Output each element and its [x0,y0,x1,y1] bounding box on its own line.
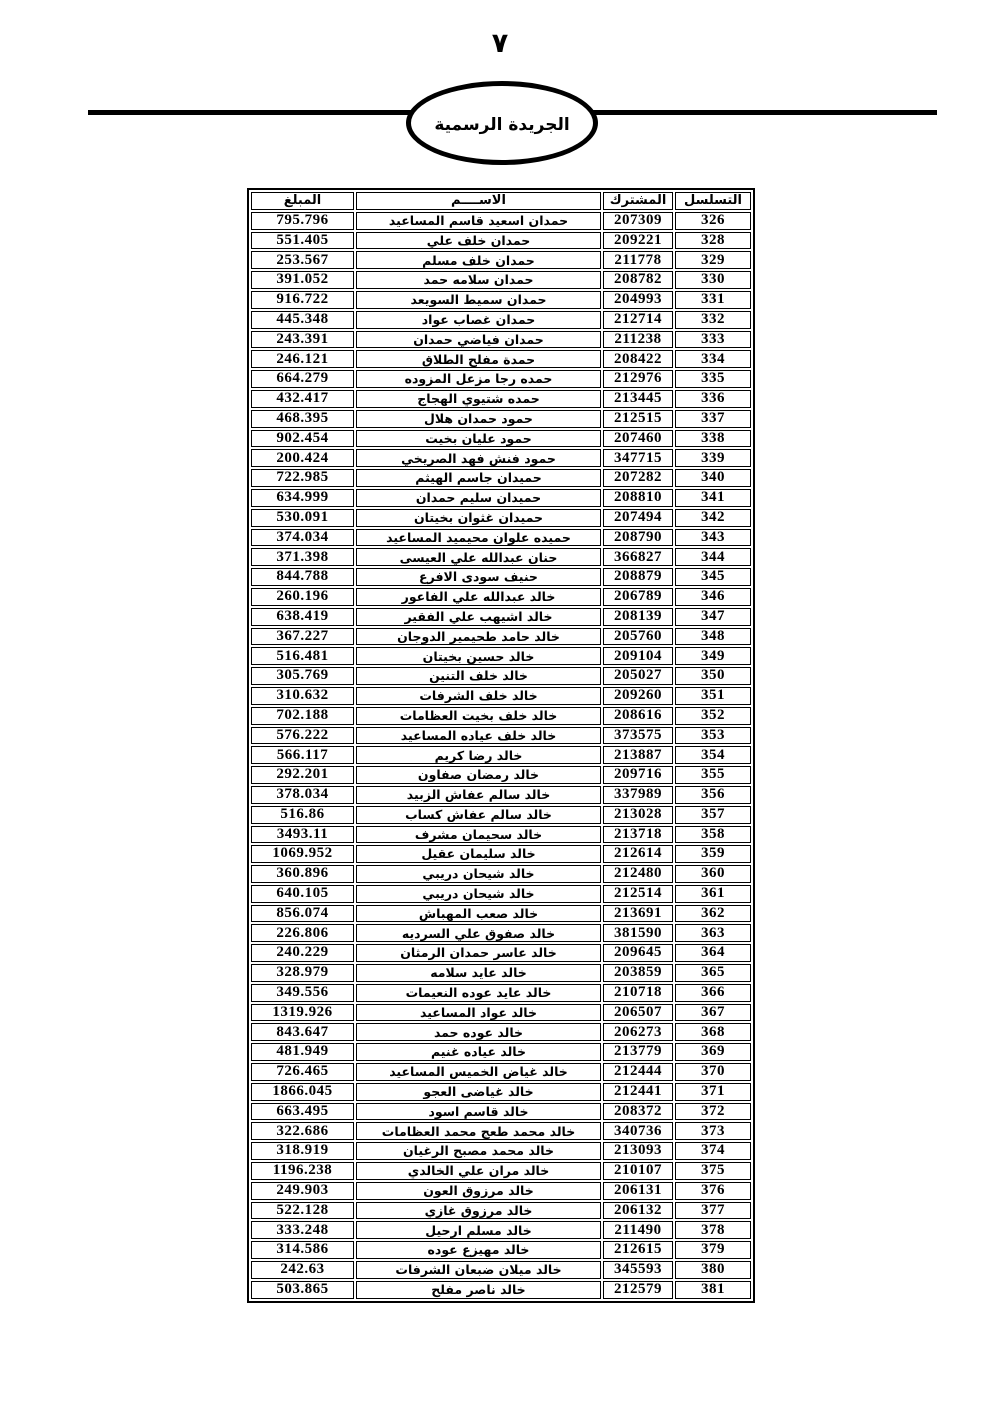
amount-cell: 916.722 [251,291,354,309]
name-cell: حميده علوان محيميد المساعيد [356,529,601,547]
serial-cell: 359 [675,845,751,863]
subscribers-table [247,188,755,1303]
amount-cell: 516.86 [251,806,354,824]
name-cell: خالد خلف الشرفات [356,687,601,705]
table-row [251,370,751,388]
subscriber-cell: 340736 [603,1122,673,1140]
amount-cell: 3493.11 [251,826,354,844]
serial-cell: 328 [675,232,751,250]
subscriber-cell: 206789 [603,588,673,606]
serial-cell: 344 [675,548,751,566]
serial-cell: 366 [675,984,751,1002]
name-cell: خالد غياضى العجو [356,1083,601,1101]
subscriber-cell: 203859 [603,964,673,982]
amount-cell: 664.279 [251,370,354,388]
table-row [251,924,751,942]
subscriber-cell: 211778 [603,251,673,269]
subscriber-cell: 212615 [603,1241,673,1259]
table-row [251,548,751,566]
subscriber-cell: 205760 [603,628,673,646]
subscriber-cell: 210718 [603,984,673,1002]
amount-cell: 795.796 [251,212,354,230]
serial-cell: 361 [675,885,751,903]
table-row [251,1261,751,1279]
amount-cell: 722.985 [251,469,354,487]
page-number: ٧ [491,28,509,59]
name-cell: خالد رمضان صفاون [356,766,601,784]
serial-cell: 336 [675,390,751,408]
name-cell: خالد حسين بخيتان [356,647,601,665]
name-cell: خالد صفوق علي السرديه [356,924,601,942]
amount-cell: 360.896 [251,865,354,883]
name-cell: خالد شيحان دريبي [356,865,601,883]
serial-cell: 332 [675,311,751,329]
amount-cell: 663.495 [251,1103,354,1121]
amount-cell: 246.121 [251,350,354,368]
table-row [251,1182,751,1200]
serial-cell: 349 [675,647,751,665]
amount-cell: 551.405 [251,232,354,250]
table-row [251,232,751,250]
serial-cell: 358 [675,826,751,844]
table-row [251,1063,751,1081]
serial-cell: 365 [675,964,751,982]
subscriber-cell: 366827 [603,548,673,566]
subscriber-cell: 212614 [603,845,673,863]
subscriber-cell: 207282 [603,469,673,487]
serial-cell: 364 [675,944,751,962]
name-cell: حمدان خلف مسلم [356,251,601,269]
subscriber-cell: 213779 [603,1043,673,1061]
serial-cell: 362 [675,905,751,923]
serial-cell: 372 [675,1103,751,1121]
subscriber-cell: 213028 [603,806,673,824]
table-row [251,251,751,269]
name-cell: خالد سليمان عقيل [356,845,601,863]
name-cell: خالد مهيزع عوده [356,1241,601,1259]
amount-cell: 503.865 [251,1281,354,1299]
amount-cell: 260.196 [251,588,354,606]
name-cell: خالد عايد عوده النعيمات [356,984,601,1002]
table-row [251,1004,751,1022]
name-cell: حنان عبدالله علي العيسى [356,548,601,566]
subscriber-cell: 211238 [603,331,673,349]
serial-cell: 343 [675,529,751,547]
amount-cell: 391.052 [251,271,354,289]
table-row [251,449,751,467]
table-row [251,964,751,982]
table-row [251,588,751,606]
table-row [251,331,751,349]
subscriber-cell: 212444 [603,1063,673,1081]
serial-column-header: التسلسل [675,192,751,210]
table-row [251,291,751,309]
name-cell: خالد قاسم اسود [356,1103,601,1121]
subscriber-cell: 209645 [603,944,673,962]
table-row [251,509,751,527]
amount-cell: 371.398 [251,548,354,566]
name-cell: خالد مرزوق غازي [356,1202,601,1220]
name-cell: حمدان فياضي حمدان [356,331,601,349]
subscriber-cell: 208616 [603,707,673,725]
subscriber-cell: 207494 [603,509,673,527]
subscriber-cell: 210107 [603,1162,673,1180]
table-row [251,1202,751,1220]
table-row [251,1043,751,1061]
table-row [251,647,751,665]
records-table-body [251,212,751,1299]
table-row [251,529,751,547]
amount-cell: 242.63 [251,1261,354,1279]
subscriber-cell: 212976 [603,370,673,388]
amount-cell: 445.348 [251,311,354,329]
subscriber-cell: 208139 [603,608,673,626]
name-cell: خالد ميلان ضبعان الشرفات [356,1261,601,1279]
subscriber-cell: 208810 [603,489,673,507]
name-cell: خالد عاسر حمدان الرمثان [356,944,601,962]
subscriber-cell: 212714 [603,311,673,329]
serial-cell: 338 [675,430,751,448]
gazette-oval-seal [406,81,598,165]
amount-cell: 843.647 [251,1023,354,1041]
subscriber-cell: 373575 [603,727,673,745]
name-cell: خالد ناصر مفلح [356,1281,601,1299]
name-cell: حمود عليان بخيت [356,430,601,448]
table-row [251,885,751,903]
subscriber-cell: 204993 [603,291,673,309]
name-cell: حمده رجا مزعل المزوده [356,370,601,388]
table-row [251,826,751,844]
name-cell: خالد عوده حمد [356,1023,601,1041]
serial-cell: 379 [675,1241,751,1259]
table-row [251,746,751,764]
subscriber-cell: 211490 [603,1221,673,1239]
amount-cell: 640.105 [251,885,354,903]
name-cell: حمود فنش فهد الصريخي [356,449,601,467]
serial-cell: 329 [675,251,751,269]
amount-cell: 432.417 [251,390,354,408]
subscriber-cell: 208790 [603,529,673,547]
amount-cell: 726.465 [251,1063,354,1081]
name-cell: حمدان غصاب عواد [356,311,601,329]
name-cell: خالد عايد سلامه [356,964,601,982]
name-cell: خالد مسلم ارحيل [356,1221,601,1239]
name-cell: حميدان سليم حمدان [356,489,601,507]
amount-cell: 576.222 [251,727,354,745]
table-row [251,1241,751,1259]
gazette-title: الجريدة الرسمية [434,115,570,135]
name-cell: خالد عواد المساعيد [356,1004,601,1022]
table-row [251,766,751,784]
serial-cell: 334 [675,350,751,368]
serial-cell: 345 [675,568,751,586]
serial-cell: 380 [675,1261,751,1279]
subscriber-cell: 347715 [603,449,673,467]
table-row [251,1122,751,1140]
serial-cell: 369 [675,1043,751,1061]
name-cell: حمده شتيوي الهجاج [356,390,601,408]
serial-cell: 354 [675,746,751,764]
subscriber-cell: 212480 [603,865,673,883]
table-row [251,1103,751,1121]
table-row [251,727,751,745]
subscriber-cell: 213718 [603,826,673,844]
amount-cell: 310.632 [251,687,354,705]
serial-cell: 340 [675,469,751,487]
subscriber-cell: 337989 [603,786,673,804]
name-cell: خالد مرزوق العون [356,1182,601,1200]
subscriber-cell: 206131 [603,1182,673,1200]
serial-cell: 350 [675,667,751,685]
subscriber-cell: 345593 [603,1261,673,1279]
serial-cell: 339 [675,449,751,467]
table-row [251,212,751,230]
subscriber-cell: 207309 [603,212,673,230]
subscriber-cell: 213445 [603,390,673,408]
table-row [251,489,751,507]
serial-cell: 368 [675,1023,751,1041]
name-cell: حنيف سودى الافرع [356,568,601,586]
name-cell: حمدة مفلح الطلاق [356,350,601,368]
amount-cell: 702.188 [251,707,354,725]
serial-cell: 377 [675,1202,751,1220]
serial-cell: 331 [675,291,751,309]
amount-cell: 249.903 [251,1182,354,1200]
table-row [251,1221,751,1239]
name-cell: حمدان اسعيد قاسم المساعيد [356,212,601,230]
name-cell: خالد مران علي الخالدي [356,1162,601,1180]
serial-cell: 351 [675,687,751,705]
subscriber-cell: 209221 [603,232,673,250]
name-cell: خالد غياض الخميس المساعيد [356,1063,601,1081]
name-cell: خالد عياده غنيم [356,1043,601,1061]
name-cell: خالد خلف التنين [356,667,601,685]
table-header-row [251,192,751,210]
amount-cell: 328.979 [251,964,354,982]
table-row [251,667,751,685]
amount-cell: 902.454 [251,430,354,448]
name-cell: خالد خلف عياده المساعيد [356,727,601,745]
amount-cell: 468.395 [251,410,354,428]
serial-cell: 341 [675,489,751,507]
name-cell: خالد عبدالله علي الفاعور [356,588,601,606]
serial-cell: 378 [675,1221,751,1239]
serial-cell: 352 [675,707,751,725]
amount-cell: 634.999 [251,489,354,507]
name-cell: حمدان خلف علي [356,232,601,250]
serial-cell: 326 [675,212,751,230]
amount-cell: 481.949 [251,1043,354,1061]
name-column-header: الاســــم [356,192,601,210]
subscriber-cell: 206507 [603,1004,673,1022]
table-row [251,271,751,289]
serial-cell: 374 [675,1142,751,1160]
table-row [251,469,751,487]
name-cell: حمود حمدان هلال [356,410,601,428]
table-row [251,568,751,586]
serial-cell: 381 [675,1281,751,1299]
serial-cell: 335 [675,370,751,388]
table-row [251,1023,751,1041]
table-row [251,687,751,705]
table-row [251,608,751,626]
subscriber-cell: 212579 [603,1281,673,1299]
subscriber-cell: 208879 [603,568,673,586]
name-cell: خالد شيحان دريبي [356,885,601,903]
table-row [251,628,751,646]
name-cell: حمدان سميط السويعد [356,291,601,309]
amount-cell: 226.806 [251,924,354,942]
amount-cell: 378.034 [251,786,354,804]
name-cell: حميدان جاسم الهيثم [356,469,601,487]
amount-cell: 530.091 [251,509,354,527]
serial-cell: 346 [675,588,751,606]
subscriber-cell: 208372 [603,1103,673,1121]
amount-column-header: المبلغ [251,192,354,210]
amount-cell: 318.919 [251,1142,354,1160]
table-row [251,1162,751,1180]
name-cell: خالد محمد طعج محمد العظامات [356,1122,601,1140]
serial-cell: 337 [675,410,751,428]
subscriber-cell: 208422 [603,350,673,368]
amount-cell: 292.201 [251,766,354,784]
serial-cell: 370 [675,1063,751,1081]
serial-cell: 363 [675,924,751,942]
amount-cell: 243.391 [251,331,354,349]
amount-cell: 1196.238 [251,1162,354,1180]
table-row [251,430,751,448]
table-row [251,350,751,368]
serial-cell: 357 [675,806,751,824]
subscriber-cell: 213093 [603,1142,673,1160]
serial-cell: 367 [675,1004,751,1022]
serial-cell: 330 [675,271,751,289]
table-row [251,410,751,428]
amount-cell: 856.074 [251,905,354,923]
serial-cell: 371 [675,1083,751,1101]
serial-cell: 342 [675,509,751,527]
subscriber-cell: 207460 [603,430,673,448]
name-cell: خالد سالم عفاش الزبيد [356,786,601,804]
serial-cell: 360 [675,865,751,883]
amount-cell: 333.248 [251,1221,354,1239]
amount-cell: 844.788 [251,568,354,586]
subscriber-cell: 209104 [603,647,673,665]
name-cell: خالد محمد مصبح الرغيان [356,1142,601,1160]
table-row [251,865,751,883]
table-row [251,984,751,1002]
name-cell: خالد اشيهب علي الفقير [356,608,601,626]
serial-cell: 348 [675,628,751,646]
serial-cell: 347 [675,608,751,626]
table-row [251,944,751,962]
serial-cell: 353 [675,727,751,745]
amount-cell: 200.424 [251,449,354,467]
amount-cell: 1866.045 [251,1083,354,1101]
name-cell: خالد خلف بخيت العظامات [356,707,601,725]
name-cell: حميدان غثوان بخيتان [356,509,601,527]
name-cell: خالد حامد طحيمير الدوجان [356,628,601,646]
table-row [251,390,751,408]
amount-cell: 349.556 [251,984,354,1002]
name-cell: حمدان سلامه حمد [356,271,601,289]
serial-cell: 356 [675,786,751,804]
name-cell: خالد سحيمان مشرف [356,826,601,844]
amount-cell: 240.229 [251,944,354,962]
table-row [251,786,751,804]
serial-cell: 376 [675,1182,751,1200]
table-row [251,845,751,863]
amount-cell: 314.586 [251,1241,354,1259]
amount-cell: 253.567 [251,251,354,269]
amount-cell: 1069.952 [251,845,354,863]
amount-cell: 638.419 [251,608,354,626]
subscriber-cell: 213887 [603,746,673,764]
subscriber-cell: 381590 [603,924,673,942]
serial-cell: 333 [675,331,751,349]
amount-cell: 516.481 [251,647,354,665]
subscriber-cell: 209260 [603,687,673,705]
subscriber-cell: 212515 [603,410,673,428]
name-cell: خالد سالم عفاش كساب [356,806,601,824]
subscriber-cell: 212514 [603,885,673,903]
subscriber-column-header: المشترك [603,192,673,210]
subscriber-cell: 206273 [603,1023,673,1041]
subscriber-cell: 205027 [603,667,673,685]
amount-cell: 322.686 [251,1122,354,1140]
serial-cell: 373 [675,1122,751,1140]
amount-cell: 1319.926 [251,1004,354,1022]
serial-cell: 375 [675,1162,751,1180]
amount-cell: 374.034 [251,529,354,547]
table-row [251,311,751,329]
name-cell: خالد صعب المهباش [356,905,601,923]
name-cell: خالد رضا كريم [356,746,601,764]
serial-cell: 355 [675,766,751,784]
table-row [251,1083,751,1101]
subscriber-cell: 213691 [603,905,673,923]
amount-cell: 305.769 [251,667,354,685]
subscriber-cell: 209716 [603,766,673,784]
amount-cell: 522.128 [251,1202,354,1220]
subscriber-cell: 208782 [603,271,673,289]
amount-cell: 566.117 [251,746,354,764]
subscriber-cell: 206132 [603,1202,673,1220]
subscriber-cell: 212441 [603,1083,673,1101]
table-row [251,1142,751,1160]
table-row [251,707,751,725]
amount-cell: 367.227 [251,628,354,646]
table-row [251,806,751,824]
table-row [251,905,751,923]
table-row [251,1281,751,1299]
